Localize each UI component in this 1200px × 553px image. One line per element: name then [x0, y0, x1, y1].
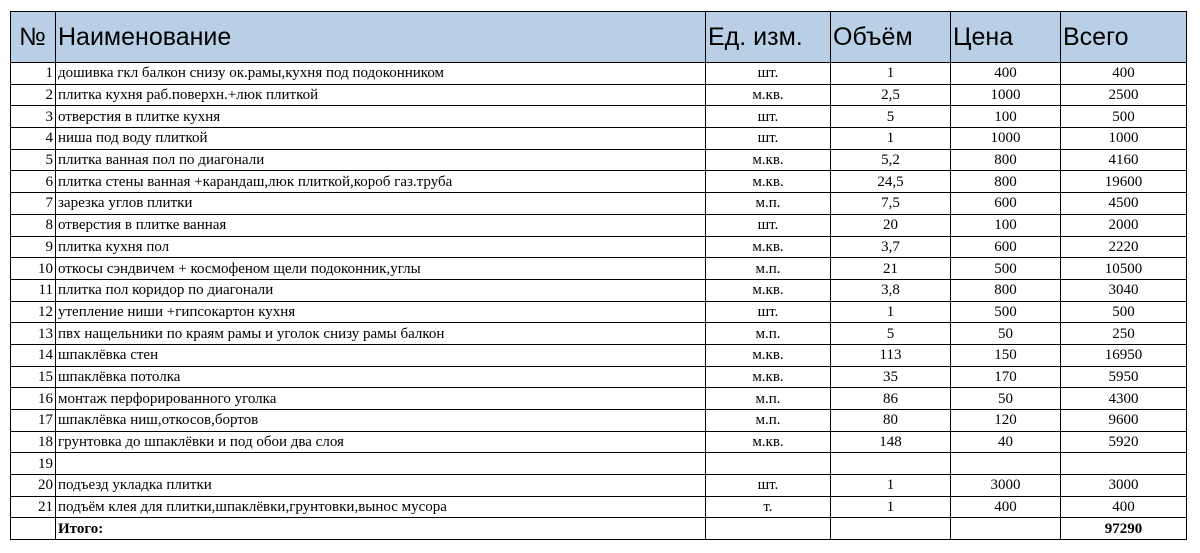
- row-name: плитка стены ванная +карандаш,люк плиткой,короб газ.труба: [56, 171, 706, 193]
- table-row: [11, 323, 1187, 345]
- row-price: 800: [951, 279, 1061, 301]
- row-price: 50: [951, 323, 1061, 345]
- row-price: 500: [951, 301, 1061, 323]
- row-total: 19600: [1061, 171, 1187, 193]
- row-total: 250: [1061, 323, 1187, 345]
- table-row: [11, 279, 1187, 301]
- row-number: 14: [11, 344, 56, 366]
- row-total: 500: [1061, 106, 1187, 128]
- header-number: №: [11, 12, 56, 63]
- row-price: 40: [951, 431, 1061, 453]
- row-unit: м.кв.: [706, 149, 831, 171]
- row-total: 5920: [1061, 431, 1187, 453]
- total-price-cell: [951, 518, 1061, 540]
- row-name: шпаклёвка потолка: [56, 366, 706, 388]
- total-row: [11, 518, 1187, 540]
- table-row: [11, 496, 1187, 518]
- row-unit: м.п.: [706, 193, 831, 215]
- row-price: 100: [951, 214, 1061, 236]
- row-quantity: [831, 453, 951, 475]
- row-number: 1: [11, 63, 56, 85]
- row-name: шпаклёвка стен: [56, 344, 706, 366]
- row-unit: шт.: [706, 128, 831, 150]
- row-quantity: 5: [831, 323, 951, 345]
- row-price: [951, 453, 1061, 475]
- row-total: 9600: [1061, 410, 1187, 432]
- row-price: 50: [951, 388, 1061, 410]
- row-price: 120: [951, 410, 1061, 432]
- row-name: пвх нащельники по краям рамы и уголок снизу рамы балкон: [56, 323, 706, 345]
- header-row: [11, 12, 1187, 63]
- row-number: 6: [11, 171, 56, 193]
- grand-total: 97290: [1061, 518, 1187, 540]
- row-number: 11: [11, 279, 56, 301]
- table-row: [11, 106, 1187, 128]
- row-unit: м.кв.: [706, 279, 831, 301]
- row-name: подъезд укладка плитки: [56, 475, 706, 497]
- header-unit: Ед. изм.: [706, 12, 831, 63]
- table-header: [11, 12, 1187, 63]
- total-quantity-cell: [831, 518, 951, 540]
- row-unit: м.п.: [706, 388, 831, 410]
- row-unit: м.кв.: [706, 431, 831, 453]
- row-price: 1000: [951, 84, 1061, 106]
- row-unit: м.кв.: [706, 171, 831, 193]
- total-number-cell: [11, 518, 56, 540]
- row-price: 3000: [951, 475, 1061, 497]
- row-total: 2220: [1061, 236, 1187, 258]
- row-name: откосы сэндвичем + космофеном щели подоконник,углы: [56, 258, 706, 280]
- row-unit: м.кв.: [706, 236, 831, 258]
- row-unit: шт.: [706, 214, 831, 236]
- row-number: 2: [11, 84, 56, 106]
- row-name: отверстия в плитке ванная: [56, 214, 706, 236]
- row-quantity: 1: [831, 128, 951, 150]
- row-name: отверстия в плитке кухня: [56, 106, 706, 128]
- row-name: плитка кухня пол: [56, 236, 706, 258]
- table-row: [11, 171, 1187, 193]
- row-total: 2000: [1061, 214, 1187, 236]
- table-row: [11, 453, 1187, 475]
- table-row: [11, 236, 1187, 258]
- row-total: 400: [1061, 63, 1187, 85]
- row-number: 16: [11, 388, 56, 410]
- table-row: [11, 301, 1187, 323]
- row-number: 4: [11, 128, 56, 150]
- row-total: 1000: [1061, 128, 1187, 150]
- row-price: 400: [951, 63, 1061, 85]
- table-row: [11, 388, 1187, 410]
- row-quantity: 3,7: [831, 236, 951, 258]
- row-quantity: 1: [831, 496, 951, 518]
- row-number: 7: [11, 193, 56, 215]
- row-number: 17: [11, 410, 56, 432]
- table-row: [11, 344, 1187, 366]
- row-price: 1000: [951, 128, 1061, 150]
- row-quantity: 86: [831, 388, 951, 410]
- row-unit: м.кв.: [706, 84, 831, 106]
- row-quantity: 5,2: [831, 149, 951, 171]
- table-row: [11, 214, 1187, 236]
- row-total: 3000: [1061, 475, 1187, 497]
- row-number: 9: [11, 236, 56, 258]
- header-name: Наименование: [56, 12, 706, 63]
- table-row: [11, 84, 1187, 106]
- table-row: [11, 149, 1187, 171]
- row-unit: шт.: [706, 63, 831, 85]
- row-unit: т.: [706, 496, 831, 518]
- row-total: [1061, 453, 1187, 475]
- row-number: 8: [11, 214, 56, 236]
- row-quantity: 5: [831, 106, 951, 128]
- row-total: 4300: [1061, 388, 1187, 410]
- row-unit: шт.: [706, 475, 831, 497]
- row-price: 400: [951, 496, 1061, 518]
- row-total: 500: [1061, 301, 1187, 323]
- row-name: [56, 453, 706, 475]
- row-quantity: 3,8: [831, 279, 951, 301]
- row-quantity: 80: [831, 410, 951, 432]
- row-unit: м.п.: [706, 258, 831, 280]
- row-name: утепление ниши +гипсокартон кухня: [56, 301, 706, 323]
- row-price: 800: [951, 171, 1061, 193]
- row-name: ниша под воду плиткой: [56, 128, 706, 150]
- table-row: [11, 128, 1187, 150]
- table-row: [11, 410, 1187, 432]
- row-number: 12: [11, 301, 56, 323]
- header-price: Цена: [951, 12, 1061, 63]
- row-name: монтаж перфорированного уголка: [56, 388, 706, 410]
- row-quantity: 7,5: [831, 193, 951, 215]
- total-unit-cell: [706, 518, 831, 540]
- table-row: [11, 193, 1187, 215]
- table-row: [11, 366, 1187, 388]
- table-body: [11, 63, 1187, 540]
- row-total: 4500: [1061, 193, 1187, 215]
- row-quantity: 1: [831, 63, 951, 85]
- table-row: [11, 431, 1187, 453]
- row-name: плитка кухня раб.поверхн.+люк плиткой: [56, 84, 706, 106]
- row-name: грунтовка до шпаклёвки и под обои два слоя: [56, 431, 706, 453]
- table-row: [11, 258, 1187, 280]
- total-label: Итого:: [56, 518, 706, 540]
- header-total: Всего: [1061, 12, 1187, 63]
- row-total: 400: [1061, 496, 1187, 518]
- estimate-table: [10, 11, 1187, 540]
- row-quantity: 21: [831, 258, 951, 280]
- row-unit: м.кв.: [706, 366, 831, 388]
- row-quantity: 2,5: [831, 84, 951, 106]
- row-number: 15: [11, 366, 56, 388]
- row-price: 600: [951, 236, 1061, 258]
- row-unit: м.кв.: [706, 344, 831, 366]
- row-price: 170: [951, 366, 1061, 388]
- row-name: плитка пол коридор по диагонали: [56, 279, 706, 301]
- row-unit: шт.: [706, 106, 831, 128]
- row-quantity: 20: [831, 214, 951, 236]
- row-name: шпаклёвка ниш,откосов,бортов: [56, 410, 706, 432]
- row-price: 600: [951, 193, 1061, 215]
- row-price: 100: [951, 106, 1061, 128]
- row-quantity: 24,5: [831, 171, 951, 193]
- row-price: 150: [951, 344, 1061, 366]
- row-price: 500: [951, 258, 1061, 280]
- row-total: 3040: [1061, 279, 1187, 301]
- row-number: 10: [11, 258, 56, 280]
- row-quantity: 148: [831, 431, 951, 453]
- row-number: 18: [11, 431, 56, 453]
- row-number: 13: [11, 323, 56, 345]
- row-total: 2500: [1061, 84, 1187, 106]
- row-unit: м.п.: [706, 410, 831, 432]
- row-quantity: 1: [831, 475, 951, 497]
- row-number: 5: [11, 149, 56, 171]
- row-number: 3: [11, 106, 56, 128]
- row-unit: м.п.: [706, 323, 831, 345]
- row-name: зарезка углов плитки: [56, 193, 706, 215]
- row-number: 20: [11, 475, 56, 497]
- row-quantity: 113: [831, 344, 951, 366]
- row-price: 800: [951, 149, 1061, 171]
- row-quantity: 35: [831, 366, 951, 388]
- table-row: [11, 63, 1187, 85]
- row-unit: шт.: [706, 301, 831, 323]
- row-name: плитка ванная пол по диагонали: [56, 149, 706, 171]
- row-number: 21: [11, 496, 56, 518]
- row-name: дошивка гкл балкон снизу ок.рамы,кухня под подоконником: [56, 63, 706, 85]
- row-total: 5950: [1061, 366, 1187, 388]
- row-total: 16950: [1061, 344, 1187, 366]
- row-total: 10500: [1061, 258, 1187, 280]
- row-quantity: 1: [831, 301, 951, 323]
- header-quantity: Объём: [831, 12, 951, 63]
- row-total: 4160: [1061, 149, 1187, 171]
- row-unit: [706, 453, 831, 475]
- table-row: [11, 475, 1187, 497]
- row-number: 19: [11, 453, 56, 475]
- row-name: подъём клея для плитки,шпаклёвки,грунтовки,вынос мусора: [56, 496, 706, 518]
